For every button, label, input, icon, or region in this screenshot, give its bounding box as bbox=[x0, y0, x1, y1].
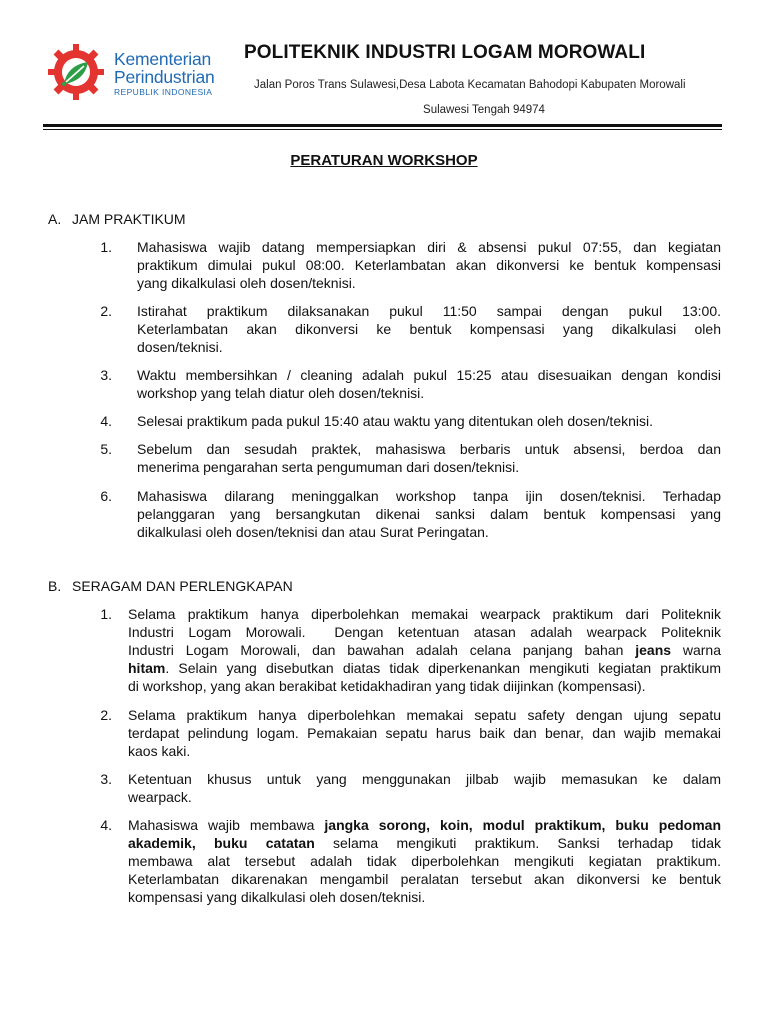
list-item bbox=[0, 238, 768, 292]
list-item bbox=[0, 706, 768, 760]
header-rule-thick bbox=[43, 124, 722, 127]
address-line-1: Jalan Poros Trans Sulawesi,Desa Labota Kecamatan Bahodopi Kabupaten Morowali bbox=[254, 79, 686, 91]
address-line-2: Sulawesi Tengah 94974 bbox=[423, 104, 545, 116]
item-text: Ketentuan khusus untuk yang menggunakan jilbab wajib memasukan ke dalam wearpack. bbox=[128, 771, 721, 805]
list-item bbox=[0, 440, 768, 476]
institution-name: POLITEKNIK INDUSTRI LOGAM MOROWALI bbox=[244, 42, 646, 63]
item-number: 1. bbox=[100, 239, 112, 255]
item-number: 5. bbox=[100, 441, 112, 457]
item-number: 3. bbox=[100, 367, 112, 383]
item-number: 4. bbox=[100, 817, 112, 833]
item-number: 4. bbox=[100, 413, 112, 429]
item-number: 3. bbox=[100, 771, 112, 787]
item-text: Mahasiswa wajib membawa jangka sorong, koin, modul praktikum, buku pedoman akademik, buku catatan selama mengikuti praktikum. Sanksi terhadap tidak membawa alat tersebut adalah tidak diperbolehkan mengikuti kegiatan praktikum. Keterlambatan dikarenakan mengambil peralatan tersebut akan dikonversi ke bentuk kompensasi yang dikalkulasi oleh dosen/teknisi. bbox=[128, 817, 721, 905]
item-text: Sebelum dan sesudah praktek, mahasiswa berbaris untuk absensi, berdoa dan menerima pengarahan serta pengumuman dari dosen/teknisi. bbox=[137, 441, 721, 475]
item-text: Istirahat praktikum dilaksanakan pukul 11:50 sampai dengan pukul 13:00. Keterlambatan akan dikonversi ke bentuk kompensasi yang dikalkulasi oleh dosen/teknisi. bbox=[137, 303, 721, 355]
brand-line-1: Kementerian bbox=[114, 49, 212, 69]
item-text bbox=[137, 412, 721, 430]
list-item bbox=[0, 302, 768, 356]
header-rule-thin bbox=[43, 129, 722, 130]
item-text: Selama praktikum hanya diperbolehkan memakai sepatu safety dengan ujung sepatu terdapat pelindung logam. Pemakaian sepatu harus baik dan benar, dan wajib memakai kaos kaki. bbox=[128, 707, 721, 759]
item-text: Mahasiswa dilarang meninggalkan workshop tanpa ijin dosen/teknisi. Terhadap pelanggaran yang bersangkutan dikenai sanksi dalam bentuk kompensasi yang dikalkulasi oleh dosen/teknisi dan atau Surat Peringatan. bbox=[137, 488, 721, 540]
list-item bbox=[0, 816, 768, 906]
document-title: PERATURAN WORKSHOP bbox=[290, 152, 478, 169]
item-number: 2. bbox=[100, 707, 112, 723]
section-heading bbox=[48, 578, 293, 594]
item-text: Selama praktikum hanya diperbolehkan memakai wearpack praktikum dari Politeknik Industri Logam Morowali. Dengan ketentuan atasan adalah wearpack Politeknik Industri Logam Morowali, dan bawahan adalah celana panjang bahan jeans warna hitam. Selain yang disebutkan diatas tidak diperkenankan mengikuti kegiatan praktikum di workshop, yang akan berakibat ketidakhadiran yang tidak diijinkan (kompensasi). bbox=[128, 606, 721, 694]
letterhead bbox=[0, 0, 768, 135]
item-number: 2. bbox=[100, 303, 112, 319]
item-text: Waktu membersihkan / cleaning adalah pukul 15:25 atau disesuaikan dengan kondisi workshop yang telah diatur oleh dosen/teknisi. bbox=[137, 367, 721, 401]
section-heading bbox=[48, 211, 186, 227]
list-item bbox=[0, 366, 768, 402]
section-title: JAM PRAKTIKUM bbox=[72, 211, 186, 227]
list-item bbox=[0, 487, 768, 541]
brand-line-2: Perindustrian bbox=[114, 67, 215, 87]
section-letter: B. bbox=[48, 578, 62, 594]
list-item bbox=[0, 412, 768, 430]
item-text-line: Selesai praktikum pada pukul 15:40 atau waktu yang ditentukan oleh dosen/teknisi. bbox=[137, 413, 654, 429]
list-item bbox=[0, 770, 768, 806]
brand-line-3: REPUBLIK INDONESIA bbox=[114, 87, 213, 97]
section-title: SERAGAM DAN PERLENGKAPAN bbox=[72, 578, 293, 594]
section-letter: A. bbox=[48, 211, 62, 227]
kemenperin-logo-icon bbox=[44, 44, 108, 100]
ministry-brand bbox=[114, 50, 244, 98]
item-number: 1. bbox=[100, 606, 112, 622]
item-number: 6. bbox=[100, 488, 112, 504]
list-item bbox=[0, 605, 768, 695]
item-text: Mahasiswa wajib datang mempersiapkan diri & absensi pukul 07:55, dan kegiatan praktikum dimulai pukul 08:00. Keterlambatan akan dikonversi ke bentuk kompensasi yang dikalkulasi oleh dosen/teknisi. bbox=[137, 239, 721, 291]
